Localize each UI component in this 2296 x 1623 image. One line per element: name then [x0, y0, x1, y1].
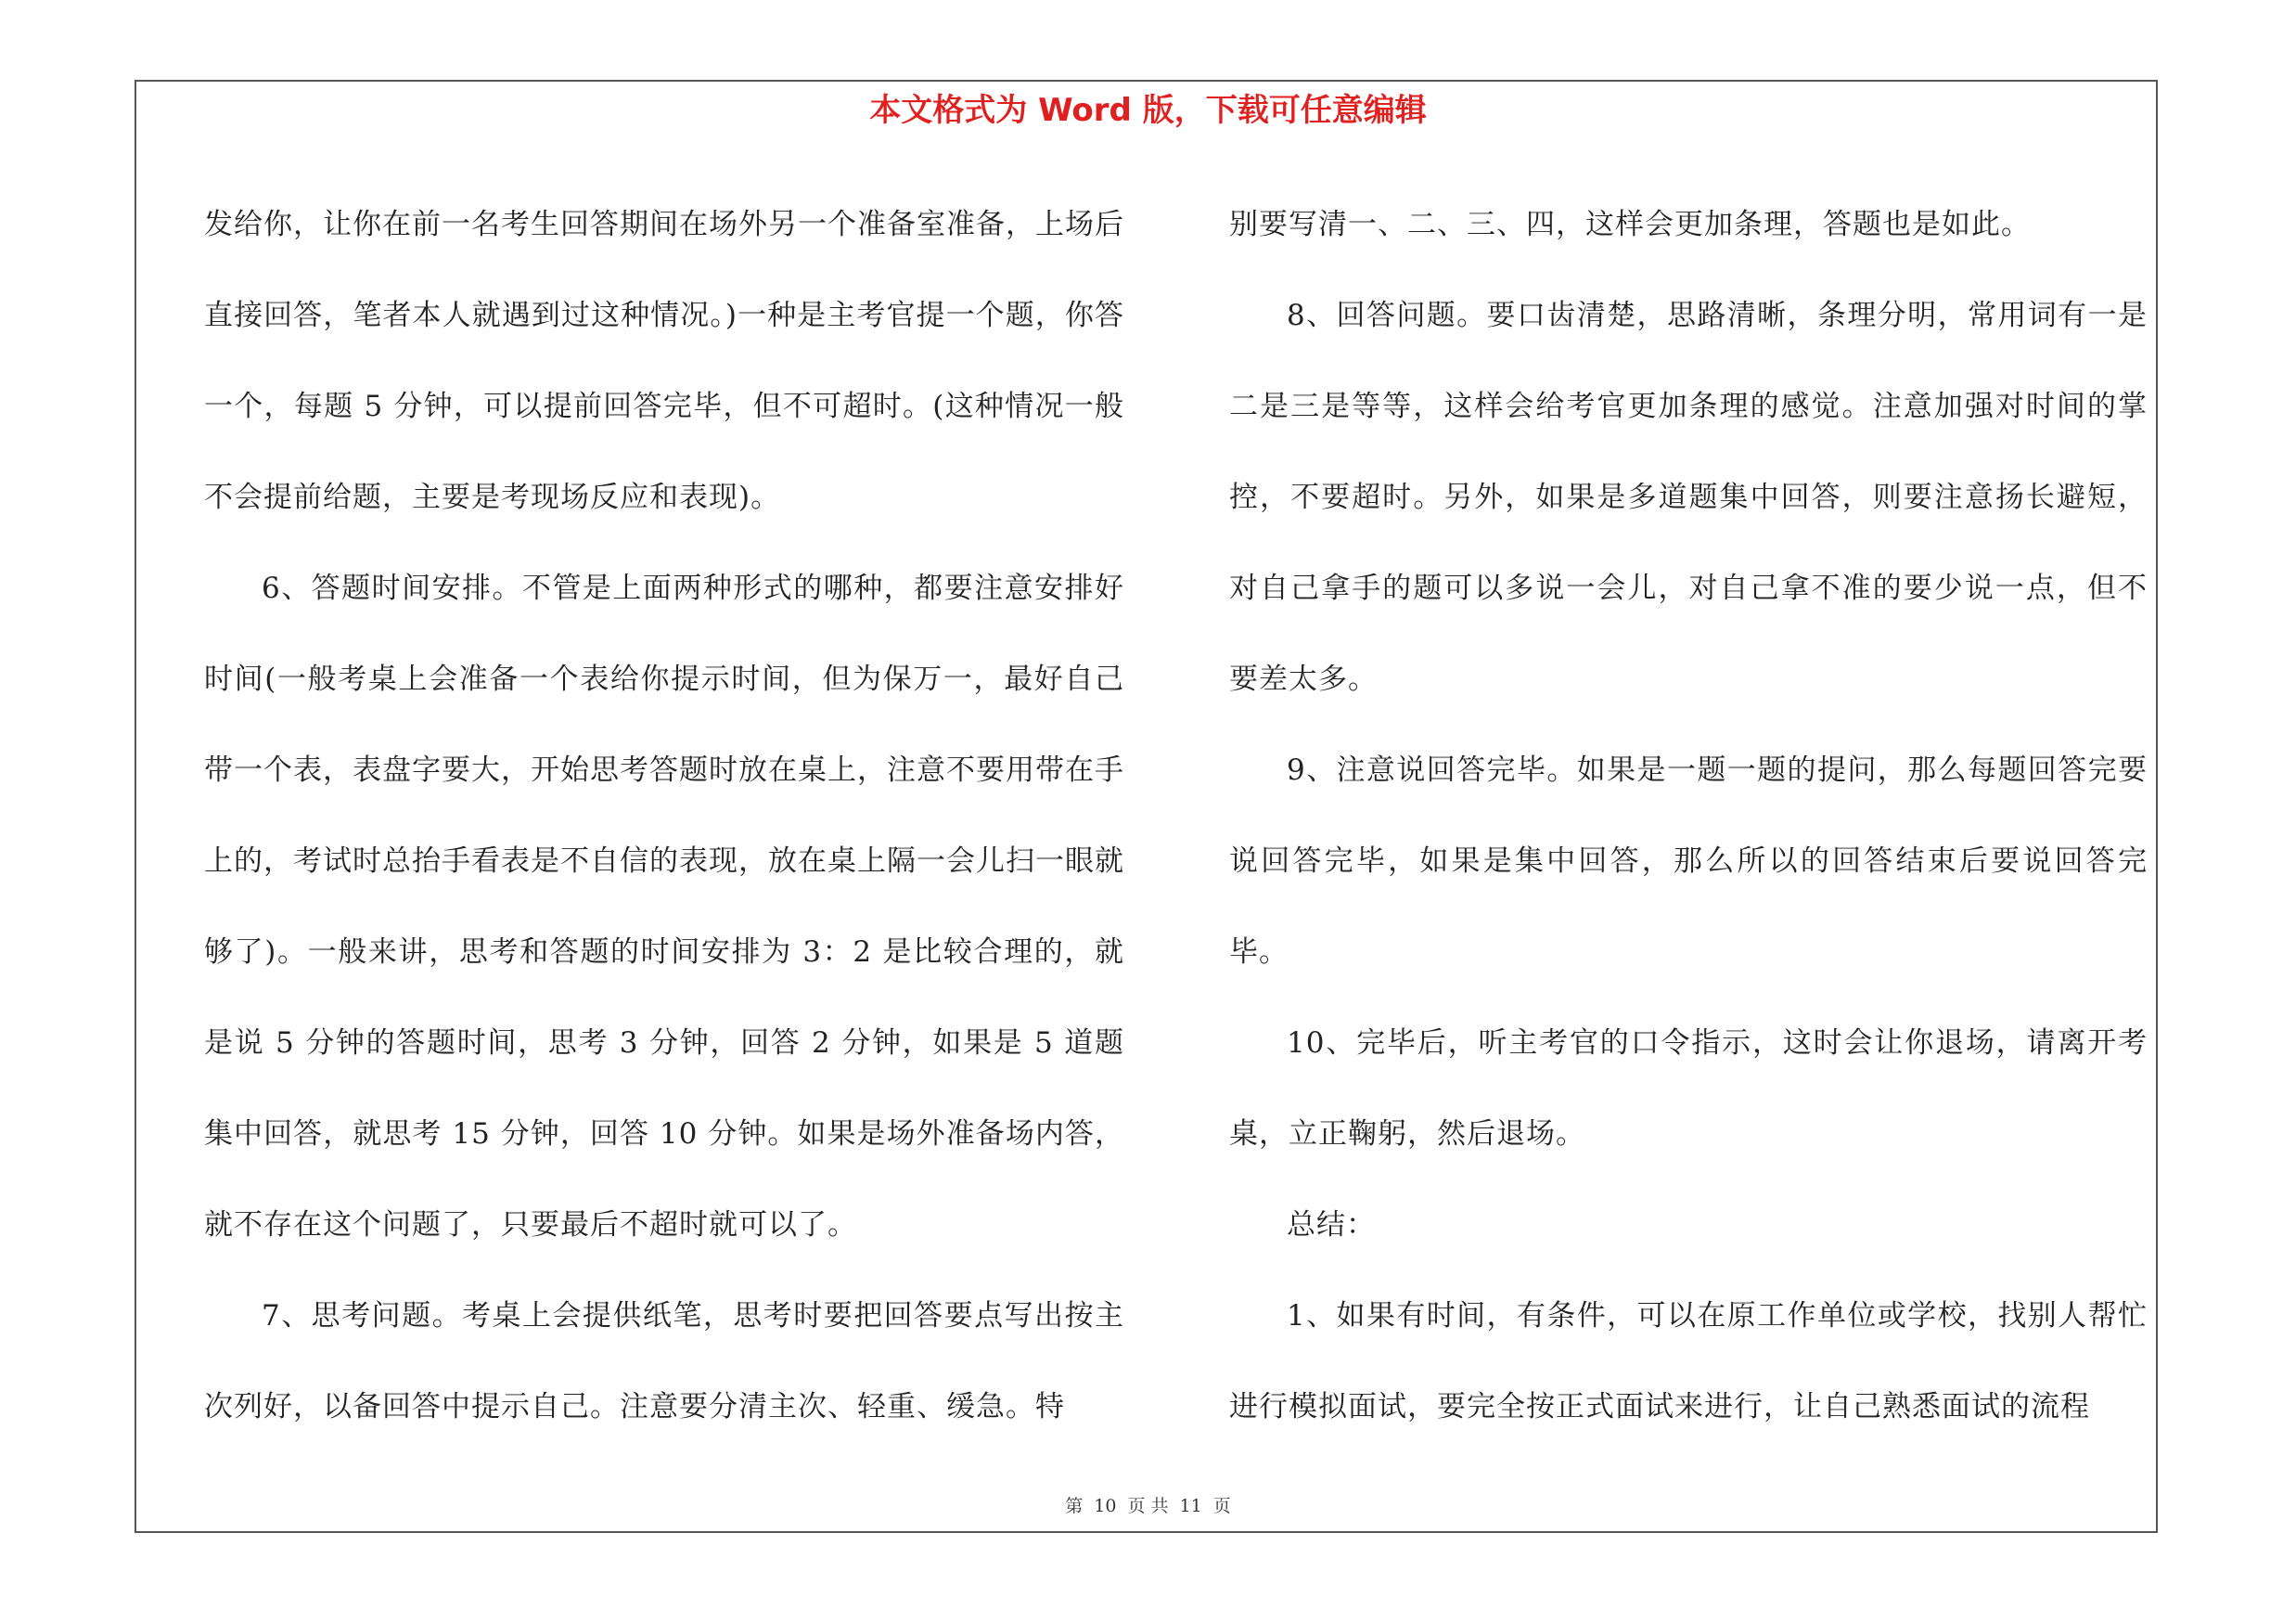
- page-footer: [0, 1493, 2296, 1519]
- footer-suffix: 页: [1212, 1496, 1231, 1516]
- footer-prefix: 第: [1065, 1496, 1084, 1516]
- total-pages-number: 11: [1179, 1496, 1202, 1516]
- left-column: [204, 179, 1124, 1471]
- paragraph-item-9: 9、注意说回答完毕。如果是一题一题的提问，那么每题回答完要说回答完毕，如果是集中回答，那么所以的回答结束后要说回答完毕。: [1229, 754, 2148, 969]
- paragraph-item-10: 10、完毕后，听主考官的口令指示，这时会让你退场，请离开考桌，立正鞠躬，然后退场。: [1229, 1026, 2148, 1151]
- summary-item-1: 1、如果有时间，有条件，可以在原工作单位或学校，找别人帮忙进行模拟面试，要完全按正式面试来进行，让自己熟悉面试的流程: [1229, 1299, 2148, 1423]
- right-column: [1229, 179, 2148, 1471]
- word-format-banner: 本文格式为 Word 版，下载可任意编辑: [869, 92, 1427, 129]
- current-page-number: 10: [1094, 1496, 1117, 1516]
- paragraph-continuation: 发给你，让你在前一名考生回答期间在场外另一个准备室准备，上场后直接回答，笔者本人就遇到过这种情况。)一种是主考官提一个题，你答一个，每题 5 分钟，可以提前回答完毕，但不可超时。(这种情况一般不会提前给题，主要是考现场反应和表现)。: [204, 208, 1124, 514]
- footer-middle: 页 共: [1127, 1496, 1169, 1516]
- paragraph-item-6: 6、答题时间安排。不管是上面两种形式的哪种，都要注意安排好时间(一般考桌上会准备一个表给你提示时间，但为保万一，最好自己带一个表，表盘字要大，开始思考答题时放在桌上，注意不要用带在手上的，考试时总抬手看表是不自信的表现，放在桌上隔一会儿扫一眼就够了)。一般来讲，思考和答题的时间安排为 3：2 是比较合理的，就是说 5 分钟的答题时间，思考 3 分钟，回答 2 分钟，如果是 5 道题集中回答，就思考 15 分钟，回答 10 分钟。如果是场外准备场内答，就不存在这个问题了，只要最后不超时就可以了。: [204, 572, 1124, 1242]
- paragraph-continuation: 别要写清一、二、三、四，这样会更加条理，答题也是如此。: [1229, 208, 2031, 241]
- paragraph-item-7: 7、思考问题。考桌上会提供纸笔，思考时要把回答要点写出按主次列好，以备回答中提示自己。注意要分清主次、轻重、缓急。特: [204, 1299, 1124, 1423]
- summary-heading: 总结：: [1287, 1208, 1376, 1242]
- paragraph-item-8: 8、回答问题。要口齿清楚，思路清晰，条理分明，常用词有一是二是三是等等，这样会给考官更加条理的感觉。注意加强对时间的掌控，不要超时。另外，如果是多道题集中回答，则要注意扬长避短，对自己拿手的题可以多说一会儿，对自己拿不准的要少说一点，但不要差太多。: [1229, 299, 2148, 696]
